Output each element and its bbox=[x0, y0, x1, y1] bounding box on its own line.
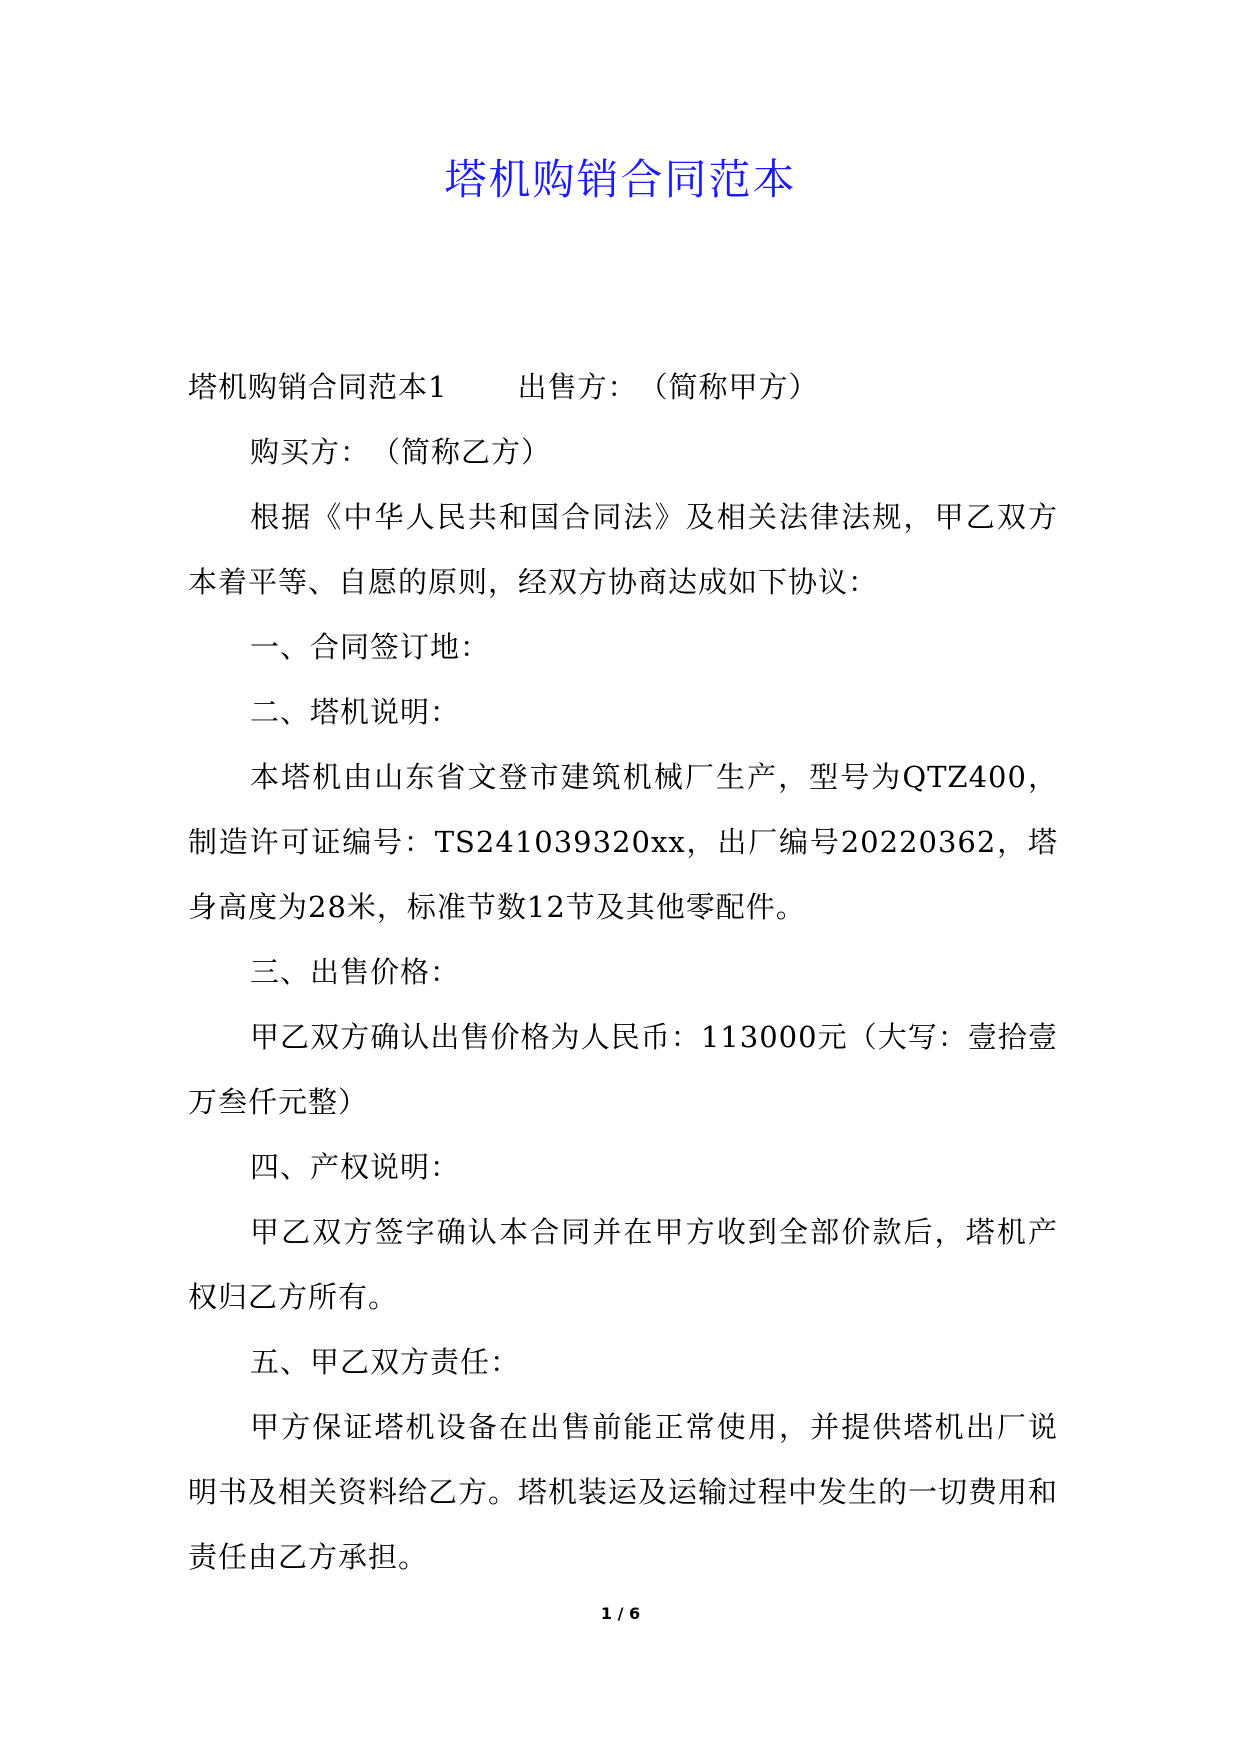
document-title: 塔机购销合同范本 bbox=[444, 155, 797, 204]
paragraph: 购买方： （简称乙方） bbox=[250, 435, 552, 469]
paragraph: 三、出售价格： bbox=[250, 955, 461, 989]
paragraph: 五、甲乙双方责任： bbox=[250, 1345, 521, 1379]
paragraph: 四、产权说明： bbox=[250, 1150, 461, 1184]
paragraph: 甲乙双方签字确认本合同并在甲方收到全部价款后，塔机产权归乙方所有。 bbox=[188, 1215, 1058, 1314]
document-body bbox=[188, 355, 1058, 1590]
paragraph: 甲乙双方确认出售价格为人民币：113000元（大写：壹拾壹万叁仟元整） bbox=[188, 1020, 1058, 1119]
paragraph: 根据《中华人民共和国合同法》及相关法律法规，甲乙双方本着平等、自愿的原则，经双方协商达成如下协议： bbox=[188, 500, 1058, 599]
paragraph: 本塔机由山东省文登市建筑机械厂生产，型号为QTZ400，制造许可证编号：TS241039320xx，出厂编号20220362，塔身高度为28米，标准节数12节及其他零配件。 bbox=[188, 760, 1058, 924]
first-line bbox=[188, 355, 1058, 420]
paragraph: 一、合同签订地： bbox=[250, 630, 491, 664]
paragraph: 二、塔机说明： bbox=[250, 695, 461, 729]
paragraph: 甲方保证塔机设备在出售前能正常使用，并提供塔机出厂说明书及相关资料给乙方。塔机装运及运输过程中发生的一切费用和责任由乙方承担。 bbox=[188, 1410, 1059, 1574]
page-number: 1 / 6 bbox=[600, 1604, 641, 1623]
seller-label: 出售方： （简称甲方） bbox=[517, 370, 819, 404]
contract-heading: 塔机购销合同范本1 bbox=[188, 370, 448, 404]
